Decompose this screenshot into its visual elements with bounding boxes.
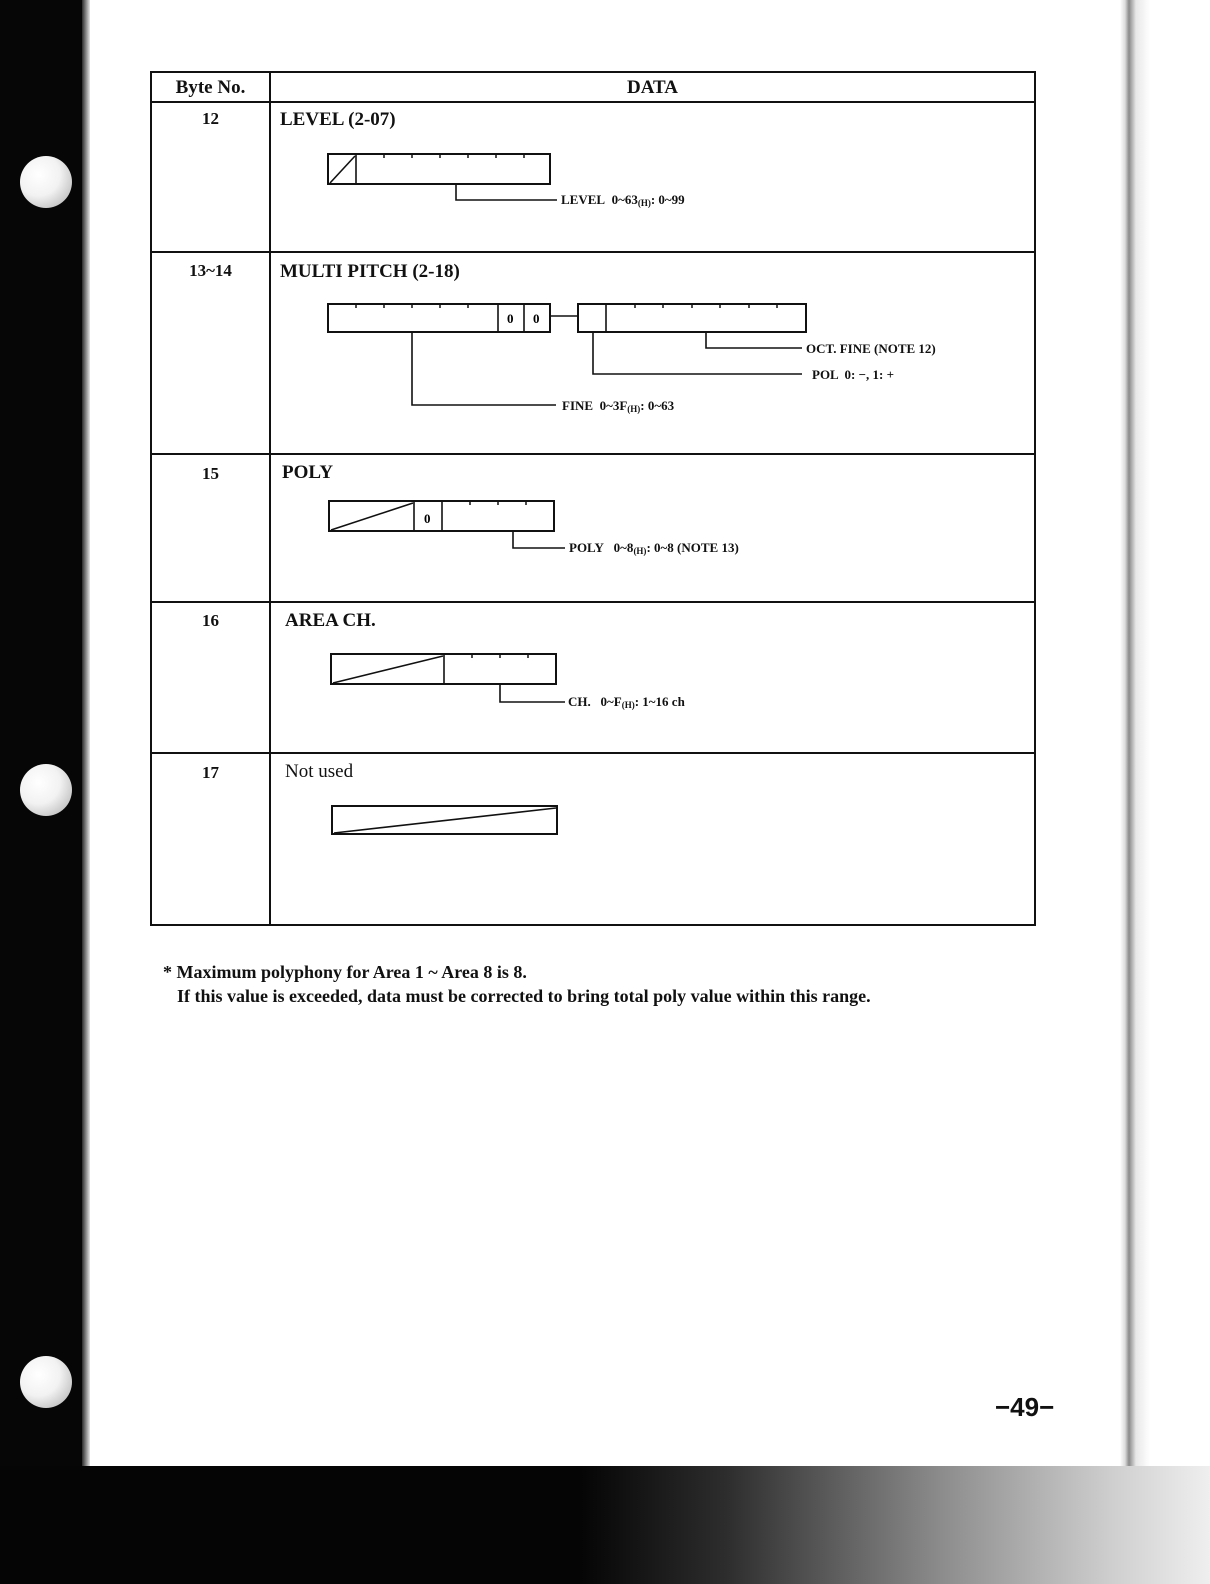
byte-no-13-14: 13~14	[189, 261, 232, 280]
ch-decimal: : 1~16 ch	[634, 694, 685, 709]
fine-label	[562, 398, 674, 414]
footnote-line-2: If this value is exceeded, data must be corrected to bring total poly value within this range.	[177, 986, 871, 1006]
data-format-table	[150, 71, 1036, 926]
level-decimal: : 0~99	[650, 192, 685, 207]
page-number: −49−	[995, 1392, 1055, 1422]
bit-zero-a: 0	[507, 311, 514, 326]
fine-name: FINE	[562, 398, 594, 413]
poly-hex-marker: (H)	[633, 546, 647, 556]
ch-leader	[500, 684, 565, 702]
level-name: LEVEL	[561, 192, 606, 207]
pol-leader	[593, 332, 802, 374]
oct-fine-leader	[706, 332, 802, 348]
page-right-edge	[1110, 0, 1210, 1470]
poly-decimal: : 0~8 (NOTE 13)	[646, 540, 739, 555]
footnote-line-1: * Maximum polyphony for Area 1 ~ Area 8 is 8.	[163, 962, 527, 982]
section-title-not-used: Not used	[285, 761, 354, 782]
footnote	[163, 960, 871, 1008]
fine-decimal: : 0~63	[640, 398, 675, 413]
bit-zero-b: 0	[533, 311, 540, 326]
level-hex-marker: (H)	[637, 198, 651, 208]
ch-range: 0~F	[600, 694, 622, 709]
poly-bit-zero: 0	[424, 511, 431, 526]
ch-name: CH.	[568, 694, 591, 709]
punch-hole-top	[20, 156, 72, 208]
byte-no-16: 16	[202, 611, 219, 630]
byte-no-15: 15	[202, 464, 219, 483]
byte-no-17: 17	[202, 763, 219, 782]
poly-range: 0~8	[613, 540, 634, 555]
section-title-level: LEVEL (2-07)	[280, 109, 396, 130]
fine-leader	[412, 332, 556, 405]
fine-range: 0~3F	[599, 398, 628, 413]
fine-hex-marker: (H)	[627, 404, 641, 414]
binder-bottom-edge	[0, 1466, 1210, 1584]
poly-leader	[513, 531, 565, 548]
level-label	[561, 192, 685, 208]
multi-pitch-bit-box-low	[328, 304, 550, 332]
level-range: 0~63	[611, 192, 638, 207]
poly-label	[569, 540, 739, 556]
section-title-poly: POLY	[282, 462, 334, 483]
punch-hole-bottom	[20, 1356, 72, 1408]
section-title-multi-pitch: MULTI PITCH (2-18)	[280, 261, 460, 282]
section-title-area-ch: AREA CH.	[285, 610, 376, 631]
header-data: DATA	[626, 77, 679, 98]
area-ch-bit-box	[331, 654, 556, 684]
level-bit-box	[328, 154, 557, 200]
byte-no-12: 12	[202, 109, 219, 128]
oct-fine-label: OCT. FINE (NOTE 12)	[806, 341, 936, 356]
not-used-bit-box	[332, 806, 557, 834]
multi-pitch-bit-box-high	[578, 304, 806, 332]
header-byte-no: Byte No.	[175, 77, 246, 98]
ch-hex-marker: (H)	[621, 700, 635, 710]
binder-shadow	[82, 0, 90, 1584]
pol-label: POL 0: −, 1: +	[812, 367, 894, 382]
ch-label	[568, 694, 685, 710]
punch-hole-middle	[20, 764, 72, 816]
poly-name: POLY	[569, 540, 604, 555]
poly-bit-box	[329, 501, 554, 531]
